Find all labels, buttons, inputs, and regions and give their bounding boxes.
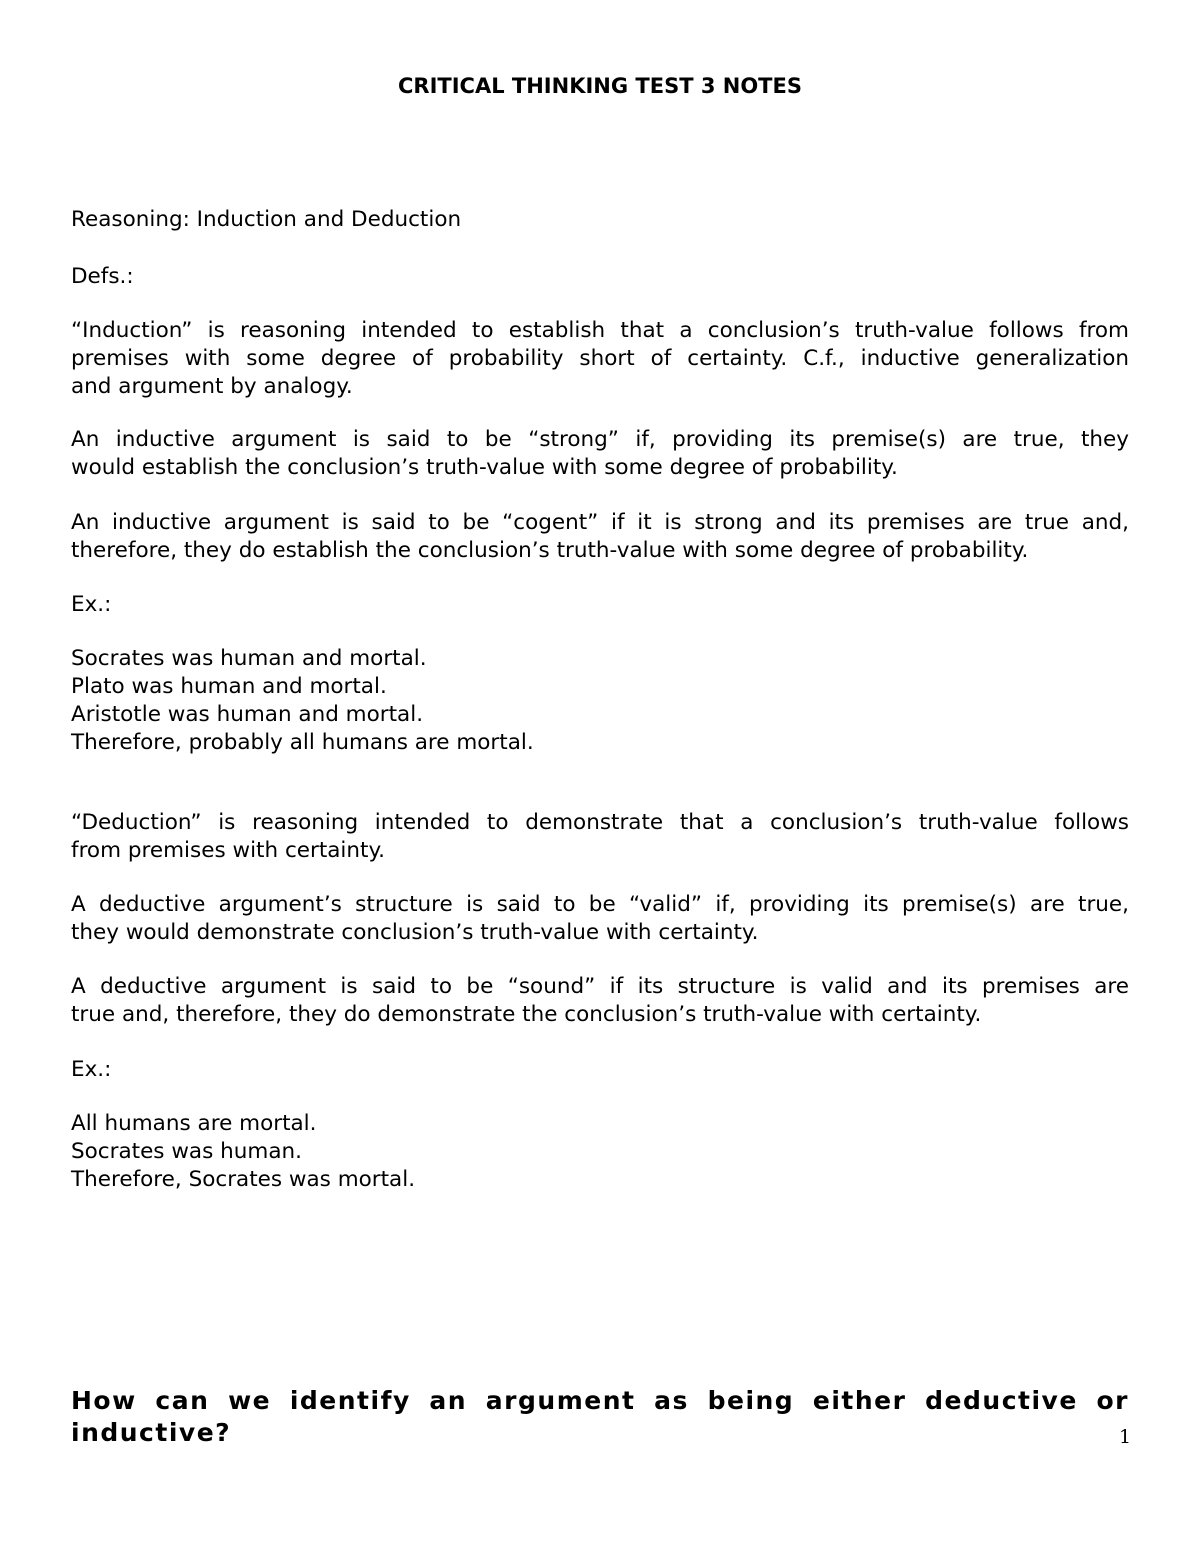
induction-example-line: Aristotle was human and mortal. bbox=[71, 702, 424, 727]
deductive-valid-line: A deductive argument’s structure is said to be “valid” if, providing its premise(s) are true, bbox=[71, 892, 1129, 917]
deductive-valid-line: they would demonstrate conclusion’s truth-value with certainty. bbox=[71, 920, 759, 945]
deductive-sound-line: A deductive argument is said to be “sound” if its structure is valid and its premises are bbox=[71, 974, 1129, 999]
deduction-example-label: Ex.: bbox=[71, 1057, 112, 1082]
page-number: 1 bbox=[1118, 1426, 1132, 1448]
document-title: CRITICAL THINKING TEST 3 NOTES bbox=[398, 74, 802, 98]
induction-example-label: Ex.: bbox=[71, 592, 112, 617]
section-heading: Reasoning: Induction and Deduction bbox=[71, 207, 462, 232]
deduction-example bbox=[71, 1110, 1129, 1194]
closing-question-line: inductive? bbox=[71, 1418, 232, 1447]
induction-example-line: Therefore, probably all humans are mortal. bbox=[71, 730, 534, 755]
inductive-strong-line: would establish the conclusion’s truth-value with some degree of probability. bbox=[71, 455, 898, 480]
induction-definition-line: premises with some degree of probability short of certainty. C.f., inductive generalization bbox=[71, 346, 1129, 371]
deduction-definition-line: “Deduction” is reasoning intended to demonstrate that a conclusion’s truth-value follows bbox=[71, 810, 1129, 835]
deduction-definition-line: from premises with certainty. bbox=[71, 838, 385, 863]
inductive-strong-line: An inductive argument is said to be “strong” if, providing its premise(s) are true, they bbox=[71, 427, 1129, 452]
inductive-cogent-definition bbox=[71, 509, 1129, 565]
deduction-example-line: Socrates was human. bbox=[71, 1139, 302, 1164]
induction-example-line: Socrates was human and mortal. bbox=[71, 646, 427, 671]
closing-question-line: How can we identify an argument as being either deductive or bbox=[71, 1386, 1129, 1415]
deductive-valid-definition bbox=[71, 891, 1129, 947]
induction-example bbox=[71, 645, 1129, 757]
deduction-example-line: All humans are mortal. bbox=[71, 1111, 317, 1136]
induction-definition-line: and argument by analogy. bbox=[71, 374, 353, 399]
deduction-example-line: Therefore, Socrates was mortal. bbox=[71, 1167, 416, 1192]
induction-definition-line: “Induction” is reasoning intended to establish that a conclusion’s truth-value follows from bbox=[71, 318, 1129, 343]
inductive-strong-definition bbox=[71, 426, 1129, 482]
deductive-sound-line: true and, therefore, they do demonstrate the conclusion’s truth-value with certainty. bbox=[71, 1002, 982, 1027]
inductive-cogent-line: therefore, they do establish the conclusion’s truth-value with some degree of probability. bbox=[71, 538, 1029, 563]
deduction-definition bbox=[71, 809, 1129, 865]
induction-example-line: Plato was human and mortal. bbox=[71, 674, 387, 699]
defs-label: Defs.: bbox=[71, 264, 134, 289]
induction-definition bbox=[71, 317, 1129, 401]
deductive-sound-definition bbox=[71, 973, 1129, 1029]
inductive-cogent-line: An inductive argument is said to be “cogent” if it is strong and its premises are true and, bbox=[71, 510, 1129, 535]
closing-question bbox=[71, 1385, 1129, 1449]
